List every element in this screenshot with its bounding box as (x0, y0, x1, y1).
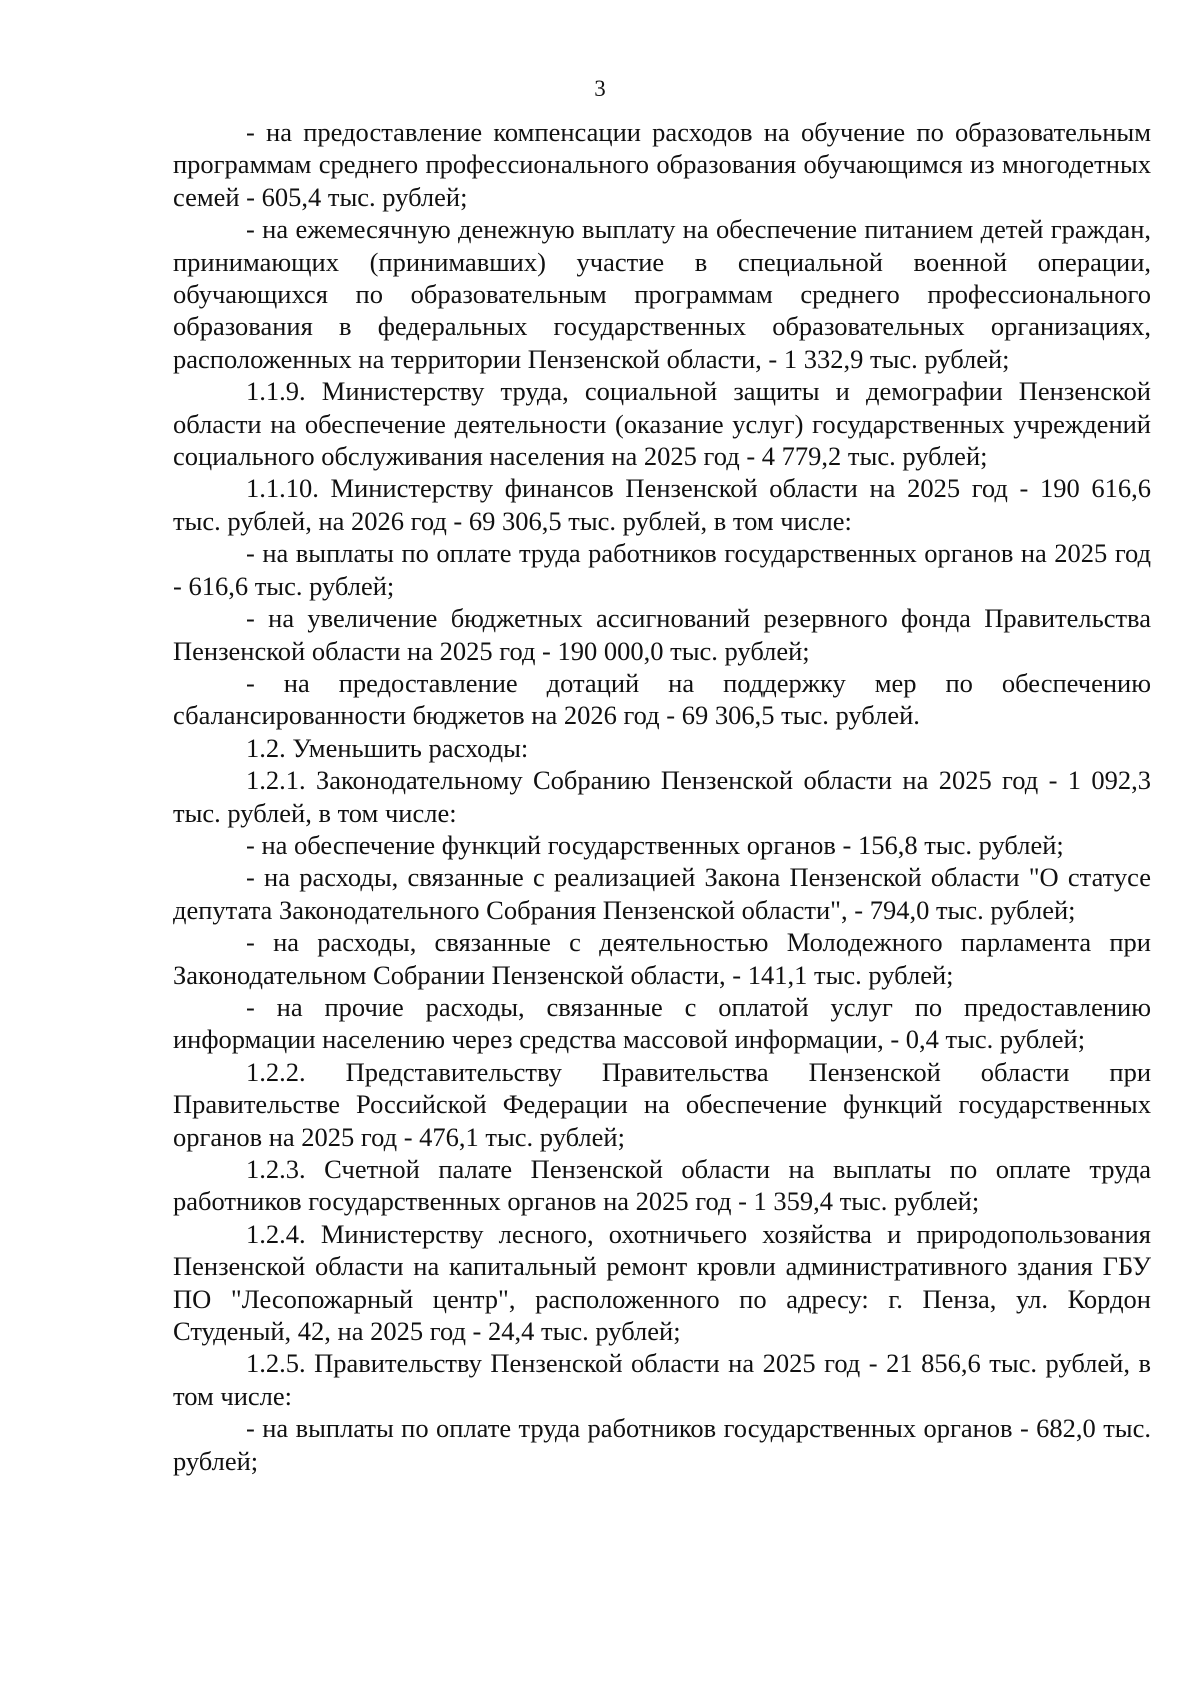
paragraph: - на обеспечение функций государственных органов - 156,8 тыс. рублей; (246, 829, 1064, 860)
paragraph: 1.1.9. Министерству труда, социальной защиты и демографии Пензенской области на обеспечение деятельности (оказание услуг) государственных учреждений социального обслуживания населения на 2025 год - 4 779,2 тыс. рублей; (173, 376, 1151, 472)
paragraph: 1.2.4. Министерству лесного, охотничьего хозяйства и природопользования Пензенской области на капитальный ремонт кровли административного здания ГБУ ПО "Лесопожарный центр", расположенного по адресу: г. Пенза, ул. Кордон Студеный, 42, на 2025 год - 24,4 тыс. рублей; (173, 1218, 1151, 1347)
paragraph: - на выплаты по оплате труда работников государственных органов - 682,0 тыс. рублей; (173, 1413, 1151, 1476)
paragraph: 1.1.10. Министерству финансов Пензенской области на 2025 год - 190 616,6 тыс. рублей, на 2026 год - 69 306,5 тыс. рублей, в том числе: (173, 473, 1151, 536)
page-number: 3 (594, 76, 606, 101)
paragraph: 1.2. Уменьшить расходы: (246, 732, 529, 763)
paragraph: 1.2.1. Законодательному Собранию Пензенской области на 2025 год - 1 092,3 тыс. рублей, в том числе: (173, 765, 1151, 828)
paragraph: - на прочие расходы, связанные с оплатой услуг по предоставлению информации населению через средства массовой информации, - 0,4 тыс. рублей; (173, 991, 1151, 1055)
paragraph: - на расходы, связанные с реализацией Закона Пензенской области "О статусе депутата Законодательного Собрания Пензенской области", - 794,0 тыс. рублей; (173, 862, 1151, 925)
paragraph: - на предоставление дотаций на поддержку мер по обеспечению сбалансированности бюджетов на 2026 год - 69 306,5 тыс. рублей. (173, 667, 1151, 731)
paragraph: 1.2.5. Правительству Пензенской области на 2025 год - 21 856,6 тыс. рублей, в том числе: (173, 1348, 1151, 1411)
paragraph: - на ежемесячную денежную выплату на обеспечение питанием детей граждан, принимающих (принимавших) участие в специальной военной операции, обучающихся по образовательным программам среднего профессионального образования в федеральных государственных образовательных организациях, расположенных на территории Пензенской области, - 1 332,9 тыс. рублей; (173, 214, 1151, 374)
paragraph: - на увеличение бюджетных ассигнований резервного фонда Правительства Пензенской области на 2025 год - 190 000,0 тыс. рублей; (173, 603, 1151, 666)
paragraph: 1.2.3. Счетной палате Пензенской области на выплаты по оплате труда работников государственных органов на 2025 год - 1 359,4 тыс. рублей; (173, 1154, 1151, 1217)
paragraph: 1.2.2. Представительству Правительства Пензенской области при Правительстве Российской Федерации на обеспечение функций государственных органов на 2025 год - 476,1 тыс. рублей; (173, 1056, 1151, 1152)
paragraph: - на расходы, связанные с деятельностью Молодежного парламента при Законодательном Собрании Пензенской области, - 141,1 тыс. рублей; (173, 927, 1151, 990)
document-body (173, 116, 1151, 1477)
paragraph: - на предоставление компенсации расходов на обучение по образовательным программам среднего профессионального образования обучающимся из многодетных семей - 605,4 тыс. рублей; (173, 117, 1151, 212)
paragraph: - на выплаты по оплате труда работников государственных органов на 2025 год - 616,6 тыс. рублей; (173, 538, 1151, 601)
